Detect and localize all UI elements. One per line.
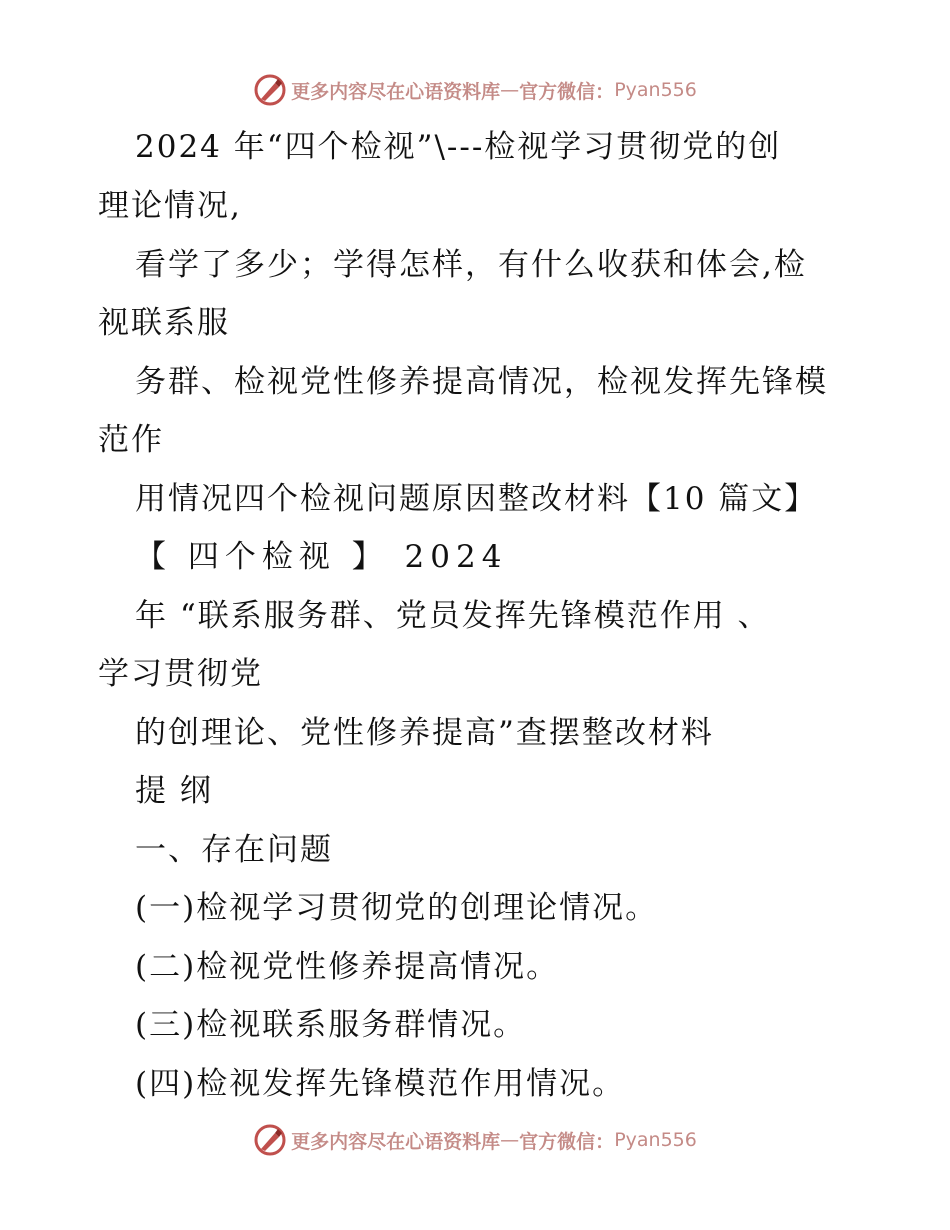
footer-watermark bbox=[0, 1120, 950, 1160]
text-line-3: 看学了多少；学得怎样，有什么收获和体会,检 bbox=[135, 247, 807, 283]
text-line-13: 一、存在问题 bbox=[135, 832, 333, 868]
text-line-17: (四)检视发挥先锋模范作用情况。 bbox=[135, 1066, 626, 1102]
text-line-4: 视联系服 bbox=[98, 305, 230, 341]
text-line-6: 范作 bbox=[98, 422, 164, 458]
watermark-dash: — bbox=[500, 1129, 520, 1151]
text-line-16: (三)检视联系服务群情况。 bbox=[135, 1007, 527, 1043]
watermark-site-text: 更多内容尽在心语资料库 bbox=[291, 1130, 501, 1153]
text-line-11: 的创理论、党性修养提高”查摆整改材料 bbox=[135, 715, 714, 751]
header-watermark bbox=[0, 70, 950, 110]
pen-logo-icon bbox=[253, 73, 287, 107]
text-line-15: (二)检视党性修养提高情况。 bbox=[135, 949, 560, 985]
text-line-1: 2024 年“四个检视”\---检视学习贯彻党的创 bbox=[135, 129, 782, 165]
text-line-7: 用情况四个检视问题原因整改材料【10 篇文】 bbox=[135, 481, 818, 517]
text-line-9: 年 “联系服务群、党员发挥先锋模范作用 、 bbox=[135, 598, 771, 634]
watermark-dash: — bbox=[500, 79, 520, 101]
watermark-wechat-id: Pyan556 bbox=[614, 1129, 697, 1151]
text-line-14: (一)检视学习贯彻党的创理论情况。 bbox=[135, 890, 659, 926]
text-line-2: 理论情况, bbox=[98, 188, 242, 224]
pen-logo-icon bbox=[253, 1123, 287, 1157]
text-line-12: 提 纲 bbox=[135, 773, 213, 809]
watermark-wechat-label: 官方微信： bbox=[519, 80, 615, 103]
text-line-8: 【 四个检视 】 2024 bbox=[135, 539, 508, 575]
watermark-wechat-id: Pyan556 bbox=[614, 79, 697, 101]
text-line-10: 学习贯彻党 bbox=[98, 656, 263, 692]
watermark-wechat-label: 官方微信： bbox=[519, 1130, 615, 1153]
text-line-5: 务群、检视党性修养提高情况，检视发挥先锋模 bbox=[135, 364, 828, 400]
watermark-site-text: 更多内容尽在心语资料库 bbox=[291, 80, 501, 103]
